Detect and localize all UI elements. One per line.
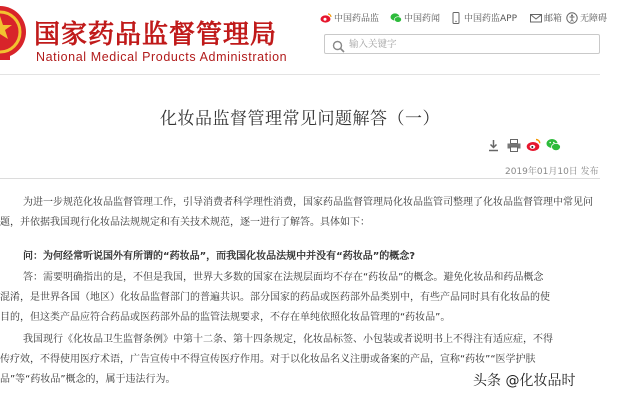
- toplink-label: 无障碍: [580, 14, 608, 24]
- toplink-weibo[interactable]: [320, 11, 379, 24]
- search-icon[interactable]: [332, 38, 345, 51]
- toplink-label: 邮箱: [544, 14, 563, 24]
- print-icon[interactable]: [506, 138, 521, 153]
- toplink-label: 中国药闻: [404, 14, 441, 24]
- mobile-icon: [450, 12, 462, 24]
- watermark-text: 头条 @化妆品时: [473, 373, 576, 389]
- weibo-share-icon[interactable]: [526, 138, 541, 153]
- toplink-accessibility[interactable]: [566, 11, 607, 24]
- mail-icon: [530, 12, 542, 24]
- search-box[interactable]: [324, 34, 600, 54]
- article-paragraph: 我国现行《化妆品卫生监督条例》中第十二条、第十四条规定，化妆品标签、小包装或者说明书上不得注有适应症，不得: [23, 334, 553, 345]
- article-paragraph: 题，并依据我国现行化妆品法规规定和有关技术规范，逐一进行了解答。具体如下：: [0, 217, 370, 228]
- watermark: [473, 368, 600, 392]
- publish-date: 2019年01月10日 发布: [505, 167, 599, 177]
- article-title: 化妆品监督管理常见问题解答（一）: [160, 109, 440, 129]
- article-paragraph: 传疗效，不得使用医疗术语，广告宣传中不得宣传医疗作用。对于以化妆品名义注册或备案的产品，宣称“药妆”“医学护肤: [0, 354, 536, 365]
- article-paragraph: 品”等“药妆品”概念的，属于违法行为。: [0, 374, 176, 385]
- toplink-wechat[interactable]: [390, 11, 440, 24]
- site-name-cn[interactable]: 国家药品监督管理局: [34, 20, 278, 50]
- article-paragraph: 为进一步规范化妆品监督管理工作，引导消费者科学理性消费，国家药品监督管理局化妆品监管司整理了化妆品监督管理中常见问: [23, 197, 593, 208]
- search-input[interactable]: [349, 36, 589, 52]
- article-paragraph: 混淆，是世界各国（地区）化妆品监督部门的普遍共识。部分国家的药品或医药部外品类别中，有些产品同时具有化妆品的使: [0, 292, 550, 303]
- article-tools: [486, 137, 561, 153]
- top-links: [320, 11, 608, 27]
- toplink-app[interactable]: [450, 11, 517, 24]
- divider: [0, 178, 600, 179]
- site-name-en: National Medical Products Administration: [36, 50, 288, 64]
- wechat-share-icon[interactable]: [546, 138, 561, 153]
- accessibility-icon: [566, 12, 578, 24]
- question-heading: 问：为何经常听说国外有所谓的“药妆品”，而我国化妆品法规中并没有“药妆品”的概念?: [23, 251, 416, 262]
- download-icon[interactable]: [486, 138, 501, 153]
- site-header: [0, 0, 608, 75]
- wechat-icon: [390, 12, 402, 24]
- national-emblem-icon: [0, 4, 34, 64]
- article-paragraph: 答：需要明确指出的是，不但是我国，世界大多数的国家在法规层面均不存在“药妆品”的概念。避免化妆品和药品概念: [23, 272, 544, 283]
- toplink-label: 中国药监APP: [464, 14, 518, 24]
- article-paragraph: 目的，但这类产品应符合药品或医药部外品的监管法规要求，不存在单纯依照化妆品管理的“药妆品”。: [0, 312, 451, 323]
- toplink-mail[interactable]: [530, 11, 562, 24]
- weibo-icon: [320, 12, 332, 24]
- toplink-label: 中国药品监: [334, 14, 380, 24]
